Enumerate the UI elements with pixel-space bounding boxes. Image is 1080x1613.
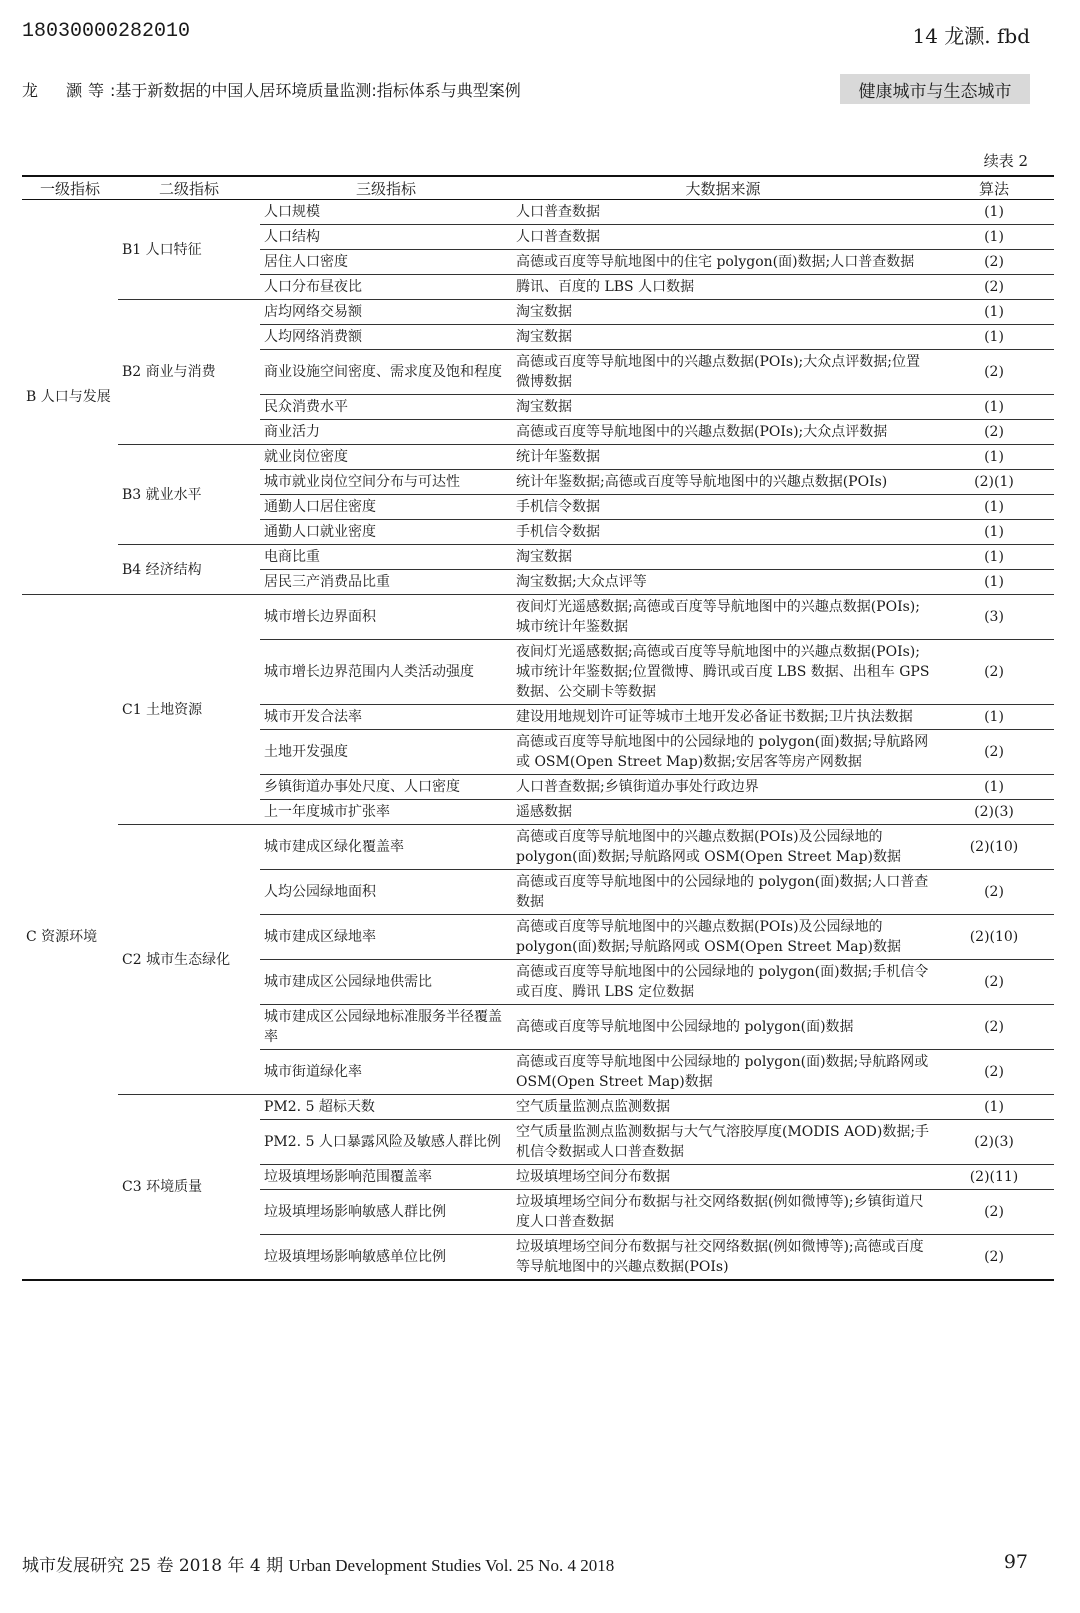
algorithm: (2)	[934, 640, 1054, 705]
level1-indicator: B 人口与发展	[26, 389, 111, 405]
level3-indicator: 商业活力	[260, 420, 512, 445]
data-source: 手机信令数据	[512, 495, 934, 520]
level3-indicator: 人口分布昼夜比	[260, 275, 512, 300]
algorithm: (1)	[934, 545, 1054, 570]
algorithm: (1)	[934, 570, 1054, 595]
level3-indicator: 城市街道绿化率	[260, 1050, 512, 1095]
level3-indicator: 城市就业岗位空间分布与可达性	[260, 470, 512, 495]
data-source: 人口普查数据;乡镇街道办事处行政边界	[512, 775, 934, 800]
algorithm: (2)	[934, 420, 1054, 445]
level3-indicator: 通勤人口居住密度	[260, 495, 512, 520]
algorithm: (2)(10)	[934, 915, 1054, 960]
algorithm: (1)	[934, 775, 1054, 800]
table-row	[22, 1095, 1054, 1120]
algorithm: (2)	[934, 1005, 1054, 1050]
running-header-authors: 龙 灏等	[22, 81, 111, 100]
data-source: 夜间灯光遥感数据;高德或百度等导航地图中的兴趣点数据(POIs);城市统计年鉴数据	[512, 595, 934, 640]
level3-indicator: PM2. 5 人口暴露风险及敏感人群比例	[260, 1120, 512, 1165]
level3-indicator: 垃圾填埋场影响敏感人群比例	[260, 1190, 512, 1235]
algorithm: (1)	[934, 300, 1054, 325]
data-source: 高德或百度等导航地图中公园绿地的 polygon(面)数据	[512, 1005, 934, 1050]
level3-indicator: 人口规模	[264, 204, 320, 220]
data-source: 淘宝数据	[512, 395, 934, 420]
level3-indicator: 上一年度城市扩张率	[260, 800, 512, 825]
algorithm: (3)	[934, 595, 1054, 640]
level2-indicator: B1 人口特征	[122, 241, 202, 258]
data-source: 垃圾填埋场空间分布数据	[512, 1165, 934, 1190]
data-source: 空气质量监测点监测数据与大气气溶胶厚度(MODIS AOD)数据;手机信令数据或人口普查数据	[512, 1120, 934, 1165]
data-source: 高德或百度等导航地图中的兴趣点数据(POIs);大众点评数据	[512, 420, 934, 445]
file-name: 14 龙灏. fbd	[912, 24, 1030, 48]
algorithm: (2)	[934, 730, 1054, 775]
level3-indicator: 城市建成区绿化覆盖率	[260, 825, 512, 870]
algorithm: (2)	[934, 350, 1054, 395]
data-source: 高德或百度等导航地图中的公园绿地的 polygon(面)数据;人口普查数据	[512, 870, 934, 915]
data-source: 高德或百度等导航地图中的兴趣点数据(POIs)及公园绿地的 polygon(面)数据;导航路网或 OSM(Open Street Map)数据	[512, 825, 934, 870]
level3-indicator: PM2. 5 超标天数	[260, 1095, 512, 1120]
column-header: 一级指标	[39, 180, 100, 198]
algorithm: (2)(10)	[934, 825, 1054, 870]
data-source: 淘宝数据	[512, 545, 934, 570]
document-id: 18030000282010	[22, 20, 191, 43]
algorithm: (1)	[934, 1095, 1054, 1120]
level2-indicator: C1 土地资源	[118, 595, 260, 825]
algorithm: (1)	[984, 204, 1004, 220]
running-header-title: :基于新数据的中国人居环境质量监测:指标体系与典型案例	[110, 81, 521, 100]
level3-indicator: 垃圾填埋场影响敏感单位比例	[260, 1235, 512, 1281]
indicator-table	[22, 200, 1054, 1281]
algorithm: (2)	[934, 1050, 1054, 1095]
data-source: 人口普查数据	[516, 204, 600, 220]
level2-indicator: C3 环境质量	[118, 1095, 260, 1281]
indicator-table-body	[22, 200, 1054, 1280]
data-source: 高德或百度等导航地图中的兴趣点数据(POIs);大众点评数据;位置微博数据	[512, 350, 934, 395]
column-header: 大数据来源	[685, 180, 761, 198]
level3-indicator: 通勤人口就业密度	[260, 520, 512, 545]
level3-indicator: 城市增长边界范围内人类活动强度	[260, 640, 512, 705]
table-continuation-label: 续表 2	[983, 152, 1028, 170]
algorithm: (2)(1)	[934, 470, 1054, 495]
level3-indicator: 居住人口密度	[260, 250, 512, 275]
table-header	[22, 176, 1054, 199]
algorithm: (2)	[934, 1190, 1054, 1235]
data-source: 遥感数据	[512, 800, 934, 825]
level2-indicator: B3 就业水平	[118, 445, 260, 545]
journal-footer	[22, 1551, 614, 1576]
column-header: 算法	[978, 180, 1009, 198]
level3-indicator: 就业岗位密度	[260, 445, 512, 470]
level3-indicator: 城市增长边界面积	[260, 595, 512, 640]
level3-indicator: 城市开发合法率	[260, 705, 512, 730]
level3-indicator: 土地开发强度	[260, 730, 512, 775]
table-row	[22, 595, 1054, 640]
data-source: 垃圾填埋场空间分布数据与社交网络数据(例如微博等);乡镇街道尺度人口普查数据	[512, 1190, 934, 1235]
algorithm: (2)	[934, 275, 1054, 300]
level2-indicator: C2 城市生态绿化	[118, 825, 260, 1095]
level3-indicator: 城市建成区绿地率	[260, 915, 512, 960]
level3-indicator: 人均网络消费额	[260, 325, 512, 350]
level3-indicator: 城市建成区公园绿地供需比	[260, 960, 512, 1005]
algorithm: (2)	[934, 250, 1054, 275]
algorithm: (2)	[934, 1235, 1054, 1281]
data-source: 淘宝数据	[512, 325, 934, 350]
data-source: 淘宝数据	[512, 300, 934, 325]
level2-indicator: B4 经济结构	[118, 545, 260, 595]
algorithm: (2)	[934, 960, 1054, 1005]
level3-indicator: 人均公园绿地面积	[260, 870, 512, 915]
level3-indicator: 居民三产消费品比重	[260, 570, 512, 595]
page-number: 97	[1003, 1551, 1028, 1573]
table-row	[22, 445, 1054, 470]
journal-name-en: Urban Development Studies Vol. 25 No. 4 2018	[288, 1556, 615, 1575]
table-row	[22, 545, 1054, 570]
running-header	[22, 78, 521, 101]
algorithm: (1)	[934, 395, 1054, 420]
level3-indicator: 民众消费水平	[260, 395, 512, 420]
data-source: 高德或百度等导航地图中的公园绿地的 polygon(面)数据;手机信令或百度、腾讯 LBS 定位数据	[512, 960, 934, 1005]
algorithm: (1)	[934, 445, 1054, 470]
data-source: 垃圾填埋场空间分布数据与社交网络数据(例如微博等);高德或百度等导航地图中的兴趣点数据(POIs)	[512, 1235, 934, 1281]
algorithm: (2)(11)	[934, 1165, 1054, 1190]
level3-indicator: 店均网络交易额	[260, 300, 512, 325]
level3-indicator: 人口结构	[260, 225, 512, 250]
data-source: 高德或百度等导航地图中的兴趣点数据(POIs)及公园绿地的 polygon(面)数据;导航路网或 OSM(Open Street Map)数据	[512, 915, 934, 960]
algorithm: (1)	[934, 495, 1054, 520]
journal-name-cn: 城市发展研究 25 卷 2018 年 4 期	[22, 1556, 284, 1576]
data-source: 高德或百度等导航地图中的住宅 polygon(面)数据;人口普查数据	[512, 250, 934, 275]
table-row	[22, 300, 1054, 325]
data-source: 高德或百度等导航地图中的公园绿地的 polygon(面)数据;导航路网或 OSM(Open Street Map)数据;安居客等房产网数据	[512, 730, 934, 775]
level3-indicator: 垃圾填埋场影响范围覆盖率	[260, 1165, 512, 1190]
data-source: 夜间灯光遥感数据;高德或百度等导航地图中的兴趣点数据(POIs);城市统计年鉴数据;位置微博、腾讯或百度 LBS 数据、出租车 GPS 数据、公交刷卡等数据	[512, 640, 934, 705]
section-tag: 健康城市与生态城市	[840, 74, 1030, 104]
data-source: 人口普查数据	[512, 225, 934, 250]
algorithm: (1)	[934, 705, 1054, 730]
level1-indicator: C 资源环境	[22, 595, 118, 1281]
level3-indicator: 电商比重	[260, 545, 512, 570]
column-header: 二级指标	[158, 180, 219, 198]
data-source: 淘宝数据;大众点评等	[512, 570, 934, 595]
data-source: 手机信令数据	[512, 520, 934, 545]
data-source: 高德或百度等导航地图中公园绿地的 polygon(面)数据;导航路网或 OSM(Open Street Map)数据	[512, 1050, 934, 1095]
level2-indicator: B2 商业与消费	[118, 300, 260, 445]
algorithm: (2)	[934, 870, 1054, 915]
column-header: 三级指标	[355, 180, 416, 198]
level3-indicator: 城市建成区公园绿地标准服务半径覆盖率	[260, 1005, 512, 1050]
level3-indicator: 乡镇街道办事处尺度、人口密度	[260, 775, 512, 800]
data-source: 统计年鉴数据;高德或百度等导航地图中的兴趣点数据(POIs)	[512, 470, 934, 495]
algorithm: (1)	[934, 325, 1054, 350]
data-source: 腾讯、百度的 LBS 人口数据	[512, 275, 934, 300]
level3-indicator: 商业设施空间密度、需求度及饱和程度	[260, 350, 512, 395]
algorithm: (1)	[934, 520, 1054, 545]
data-source: 空气质量监测点监测数据	[512, 1095, 934, 1120]
algorithm: (2)(3)	[934, 800, 1054, 825]
data-source: 建设用地规划许可证等城市土地开发必备证书数据;卫片执法数据	[512, 705, 934, 730]
algorithm: (1)	[934, 225, 1054, 250]
data-source: 统计年鉴数据	[512, 445, 934, 470]
table-row	[22, 200, 1054, 225]
algorithm: (2)(3)	[934, 1120, 1054, 1165]
table-row	[22, 825, 1054, 870]
